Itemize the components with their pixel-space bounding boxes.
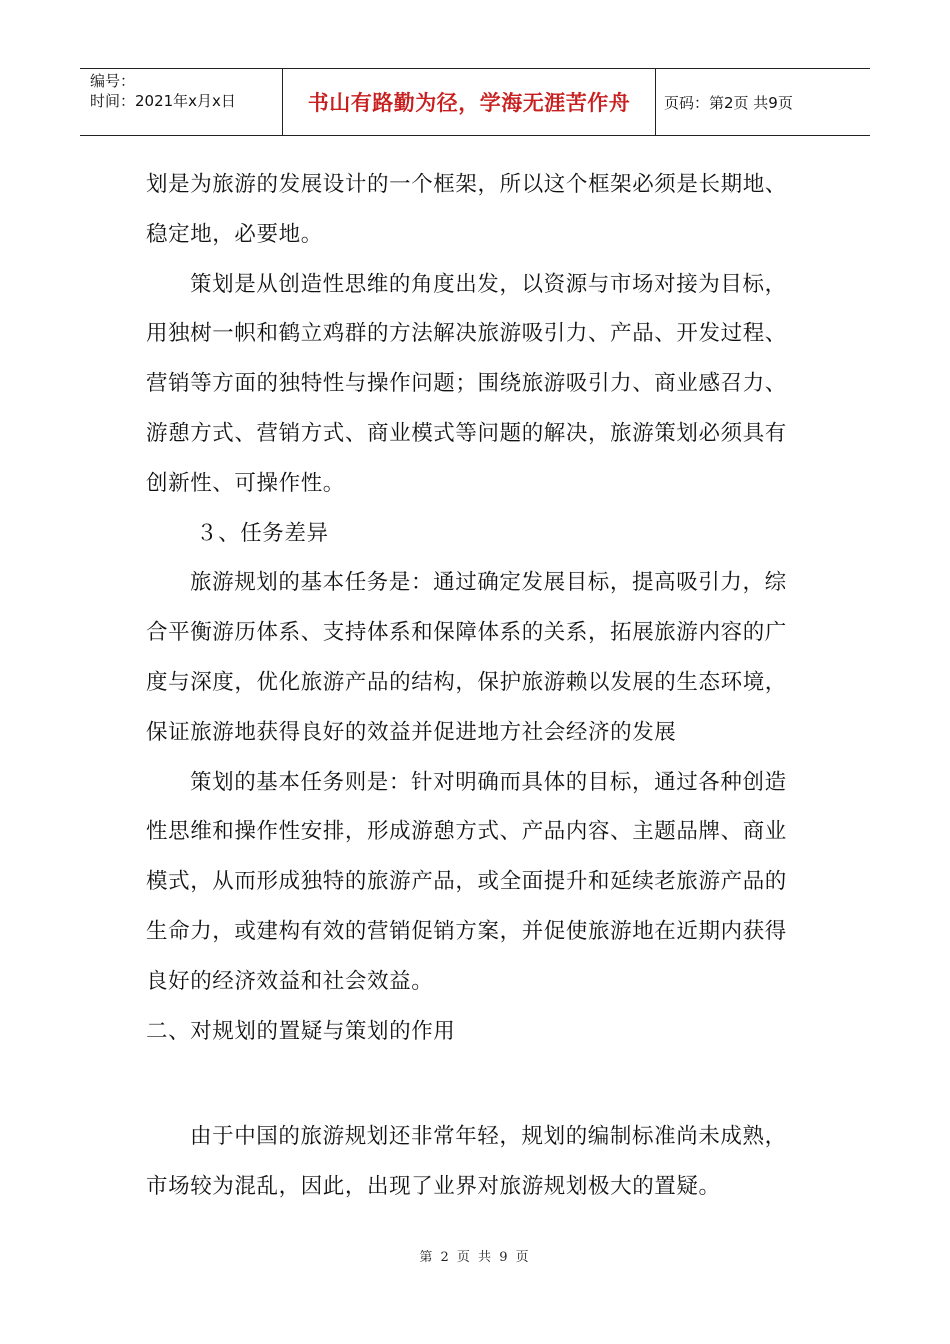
body-line: 稳定地，必要地。 <box>146 221 323 247</box>
paragraph-gap <box>146 1056 802 1112</box>
body-line: 保证旅游地获得良好的效益并促进地方社会经济的发展 <box>146 719 677 745</box>
document-header <box>80 68 870 136</box>
body-line: 划是为旅游的发展设计的一个框架，所以这个框架必须是长期地、 <box>146 172 787 197</box>
body-line: 策划是从创造性思维的角度出发，以资源与市场对接为目标， <box>190 271 787 297</box>
section-heading-task-differences: ３、任务差异 <box>196 520 329 546</box>
header-time-label: 时间：2021年x月x日 <box>90 92 236 110</box>
body-line: 度与深度，优化旅游产品的结构，保护旅游赖以发展的生态环境， <box>146 669 787 695</box>
body-line: 策划的基本任务则是：针对明确而具体的目标，通过各种创造 <box>190 769 787 795</box>
header-number-label: 编号： <box>90 72 136 90</box>
header-page-info: 页码：第2页 共9页 <box>664 93 793 112</box>
body-line: 性思维和操作性安排，形成游憩方式、产品内容、主题品牌、商业 <box>146 819 787 845</box>
body-line: 旅游规划的基本任务是：通过确定发展目标，提高吸引力，综 <box>190 570 787 596</box>
body-line: 用独树一帜和鹤立鸡群的方法解决旅游吸引力、产品、开发过程、 <box>146 321 787 347</box>
document-body <box>146 160 802 1212</box>
body-line: 由于中国的旅游规划还非常年轻，规划的编制标准尚未成熟， <box>190 1124 787 1150</box>
body-line: 游憩方式、营销方式、商业模式等问题的解决，旅游策划必须具有 <box>146 420 787 446</box>
body-line: 模式，从而形成独特的旅游产品，或全面提升和延续老旅游产品的 <box>146 869 787 895</box>
header-motto: 书山有路勤为径，学海无涯苦作舟 <box>283 69 656 135</box>
page-footer: 第 2 页 共 9 页 <box>419 1250 531 1265</box>
body-line: 生命力，或建构有效的营销促销方案，并促使旅游地在近期内获得 <box>146 918 787 944</box>
body-line: 良好的经济效益和社会效益。 <box>146 968 434 994</box>
header-meta <box>80 69 283 135</box>
body-line: 创新性、可操作性。 <box>146 470 345 496</box>
body-line: 市场较为混乱，因此，出现了业界对旅游规划极大的置疑。 <box>146 1174 721 1200</box>
body-line: 合平衡游历体系、支持体系和保障体系的关系，拓展旅游内容的广 <box>146 620 787 646</box>
body-line: 营销等方面的独特性与操作问题；围绕旅游吸引力、商业感召力、 <box>146 371 787 397</box>
section-heading-doubts-and-role: 二、对规划的置疑与策划的作用 <box>146 1018 456 1044</box>
